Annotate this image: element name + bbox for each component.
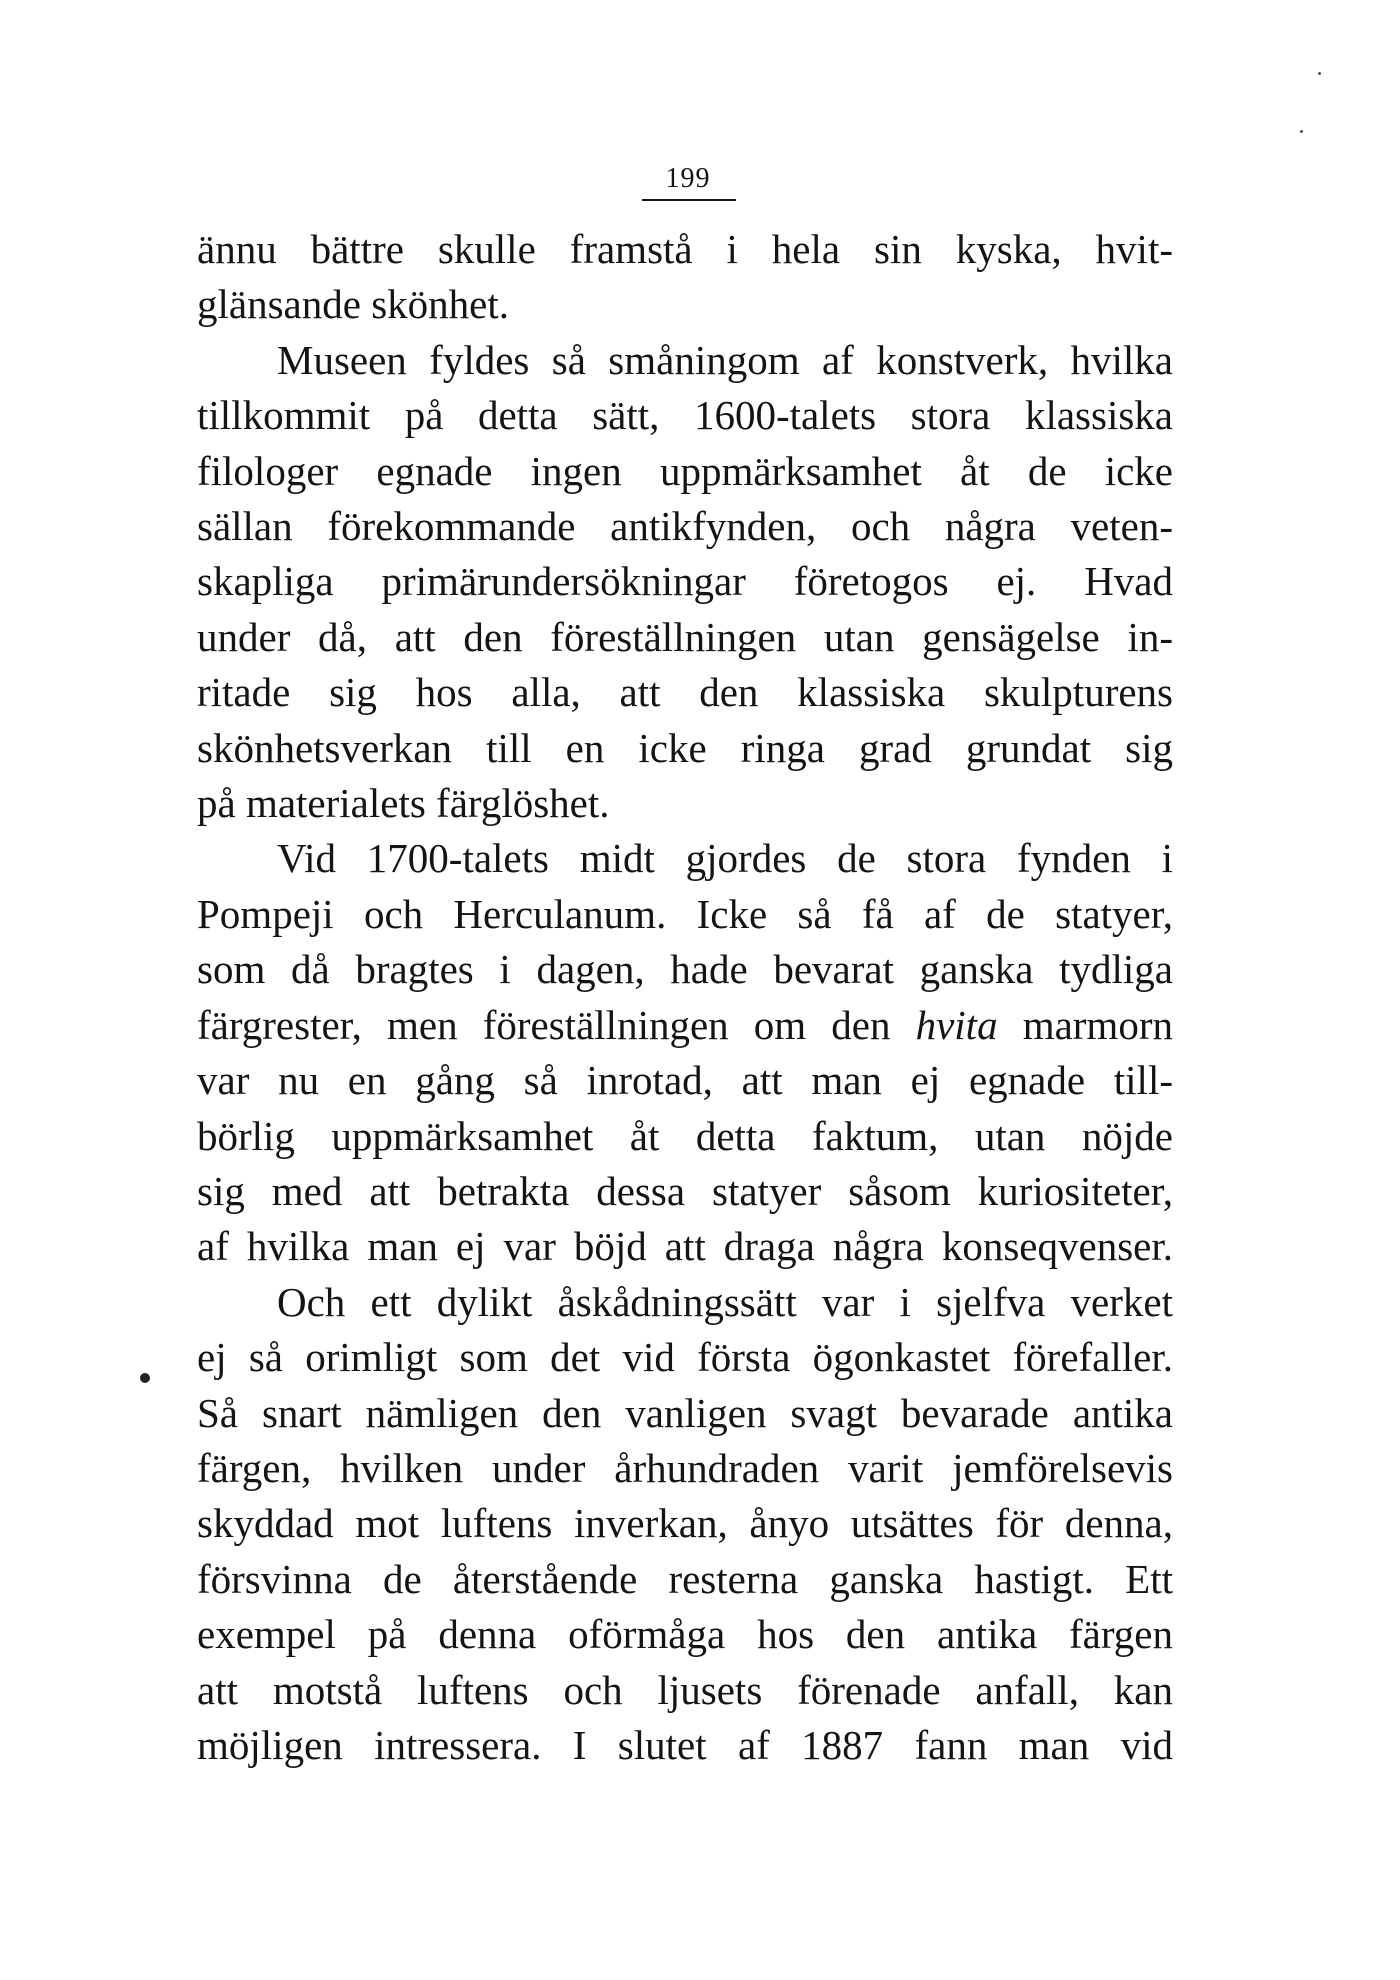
text-line: ritade sig hos alla, att den klassiska skulpturens bbox=[197, 669, 1173, 716]
italic-word: hvita bbox=[915, 1001, 998, 1048]
text-line: börlig uppmärksamhet åt detta faktum, utan nöjde bbox=[197, 1112, 1173, 1159]
body-text bbox=[197, 222, 1173, 1773]
text-line: glänsande skönhet. bbox=[197, 281, 509, 328]
text-line: var nu en gång så inrotad, att man ej egnade till- bbox=[197, 1057, 1173, 1104]
text-line: ej så orimligt som det vid första ögonkastet förefaller. bbox=[197, 1334, 1173, 1381]
text-line: försvinna de återstående resterna ganska hastigt. Ett bbox=[197, 1555, 1173, 1602]
paragraph bbox=[197, 222, 1173, 333]
page-number-rule bbox=[642, 199, 736, 201]
text-line: Och ett dylikt åskådningssätt var i sjelfva verket bbox=[277, 1278, 1173, 1325]
text-line-start: färgrester, men föreställningen om den bbox=[197, 1001, 916, 1048]
paragraph bbox=[197, 1275, 1173, 1774]
paragraph bbox=[197, 333, 1173, 832]
page-number: 199 bbox=[665, 163, 711, 194]
text-line: sällan förekommande antikfynden, och några veten- bbox=[197, 503, 1173, 550]
margin-mark bbox=[140, 1373, 150, 1383]
text-line: af hvilka man ej var böjd att draga några konseqvenser. bbox=[197, 1223, 1173, 1270]
text-line: skönhetsverkan till en icke ringa grad grundat sig bbox=[197, 724, 1173, 771]
text-line bbox=[197, 998, 1173, 1053]
text-line: Pompeji och Herculanum. Icke så få af de statyer, bbox=[197, 890, 1173, 937]
text-line: filologer egnade ingen uppmärksamhet åt de icke bbox=[197, 447, 1173, 494]
text-line: sig med att betrakta dessa statyer såsom kuriositeter, bbox=[197, 1167, 1173, 1214]
text-line: under då, att den föreställningen utan gensägelse in- bbox=[197, 613, 1173, 660]
text-line: färgen, hvilken under århundraden varit jemförelsevis bbox=[197, 1444, 1173, 1491]
text-line: skyddad mot luftens inverkan, ånyo utsättes för denna, bbox=[197, 1500, 1173, 1547]
text-line: som då bragtes i dagen, hade bevarat ganska tydliga bbox=[197, 946, 1173, 993]
text-line: på materialets färglöshet. bbox=[197, 780, 610, 827]
scan-speck bbox=[1300, 130, 1303, 133]
text-line: möjligen intressera. I slutet af 1887 fann man vid bbox=[197, 1721, 1173, 1768]
scan-speck bbox=[1318, 72, 1321, 75]
text-line: Vid 1700-talets midt gjordes de stora fynden i bbox=[277, 835, 1173, 882]
text-line: Museen fyldes så småningom af konstverk, hvilka bbox=[277, 336, 1173, 383]
paragraph bbox=[197, 831, 1173, 1274]
text-line: Så snart nämligen den vanligen svagt bevarade antika bbox=[197, 1389, 1173, 1436]
text-line: att motstå luftens och ljusets förenade anfall, kan bbox=[197, 1666, 1173, 1713]
text-line: tillkommit på detta sätt, 1600-talets stora klassiska bbox=[197, 392, 1173, 439]
text-line: exempel på denna oförmåga hos den antika färgen bbox=[197, 1611, 1173, 1658]
text-line-end: marmorn bbox=[997, 1001, 1173, 1048]
text-line: skapliga primärundersökningar företogos ej. Hvad bbox=[197, 558, 1173, 605]
text-line: ännu bättre skulle framstå i hela sin kyska, hvit- bbox=[197, 226, 1173, 272]
